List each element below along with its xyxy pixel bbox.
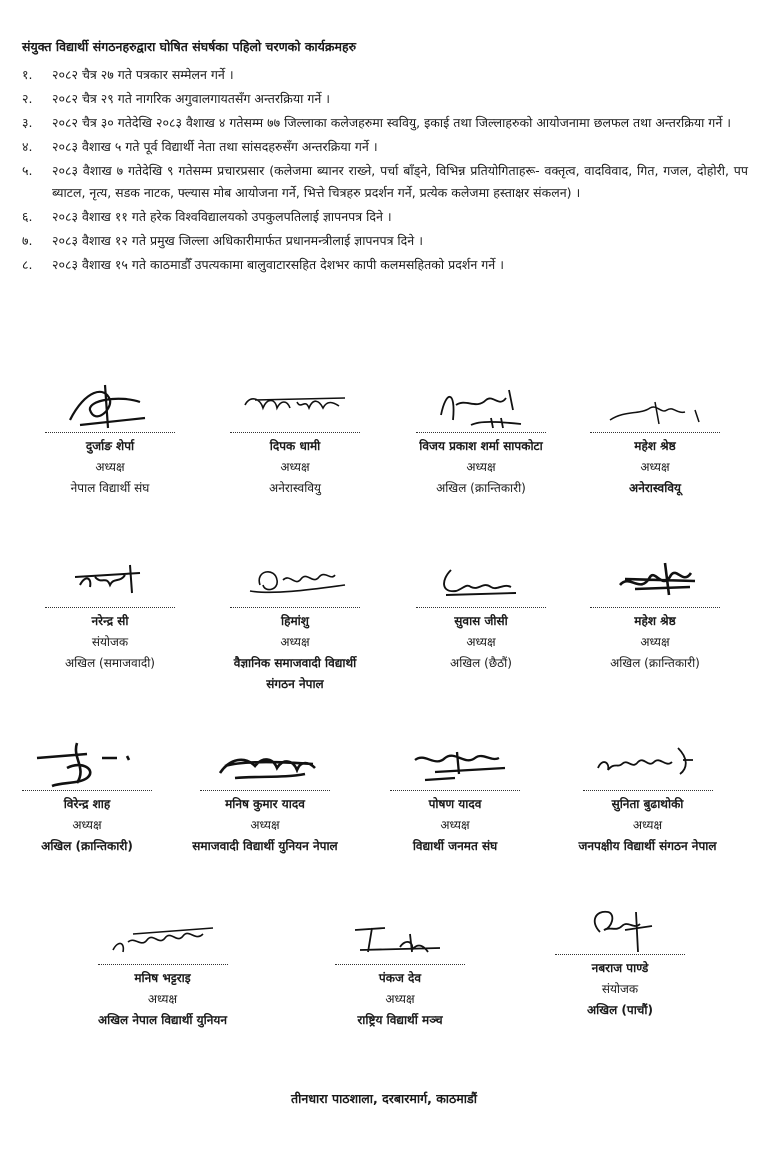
signature-block (200, 380, 390, 499)
signatory-role: अध्यक्ष (95, 460, 125, 474)
signature-line (230, 607, 360, 608)
list-item (22, 254, 748, 276)
handwritten-signature (50, 555, 170, 607)
signature-block (560, 555, 750, 674)
signatory-name: नरेन्द्र सी (91, 614, 129, 628)
signature-block (386, 380, 576, 499)
signatory-org: जनपक्षीय विद्यार्थी संगठन नेपाल (578, 839, 717, 853)
signatory-role: अध्यक्ष (280, 635, 310, 649)
list-item (22, 88, 748, 110)
signatory-role: अध्यक्ष (466, 460, 496, 474)
signatory-role: अध्यक्ष (385, 992, 415, 1006)
handwritten-signature (235, 380, 355, 432)
signature-block (200, 555, 390, 695)
item-text: २०८३ वैशाख १२ गते प्रमुख जिल्ला अधिकारीमार्फत प्रधानमन्त्रीलाई ज्ञापनपत्र दिने । (52, 233, 423, 248)
handwritten-signature (395, 738, 515, 790)
signature-line (230, 432, 360, 433)
item-text: २०८३ वैशाख ५ गते पूर्व विद्यार्थी नेता तथा सांसदहरुसँग अन्तरक्रिया गर्ने । (52, 139, 378, 154)
signature-block (170, 738, 360, 857)
handwritten-signature (235, 555, 355, 607)
signature-line (416, 432, 546, 433)
item-number: ६. (22, 209, 33, 224)
signature-block (525, 902, 715, 1021)
signatory-org: अनेरास्ववियु (269, 481, 321, 495)
handwritten-signature (595, 555, 715, 607)
signature-block (0, 738, 182, 857)
handwritten-signature (340, 912, 460, 964)
signatory-role: अध्यक्ष (250, 818, 280, 832)
signatory-name: दुर्जाङ शेर्पा (85, 439, 135, 453)
signatory-name: पंकज देव (378, 971, 422, 985)
signatory-role: संयोजक (601, 982, 639, 996)
item-number: ४. (22, 139, 33, 154)
item-text: २०८२ चैत्र २७ गते पत्रकार सम्मेलन गर्ने । (52, 67, 234, 82)
signatory-role: अध्यक्ष (640, 635, 670, 649)
item-number: ८. (22, 257, 33, 272)
item-number: ३. (22, 115, 33, 130)
signatory-name: दिपक धामी (269, 439, 321, 453)
signatory-name: हिमांशु (281, 614, 309, 628)
signatory-org: अखिल (पाचौं) (586, 1003, 654, 1017)
handwritten-signature (588, 738, 708, 790)
signatory-name: विरेन्द्र शाह (63, 797, 111, 811)
signatory-name: सुवास जीसी (454, 614, 508, 628)
handwritten-signature (595, 380, 715, 432)
signature-block (55, 912, 270, 1031)
signatory-role: अध्यक्ष (466, 635, 496, 649)
signatory-org: अखिल (क्रान्तिकारी) (610, 656, 700, 670)
signature-line (45, 607, 175, 608)
signature-block (360, 738, 550, 857)
signatory-org: अखिल नेपाल विद्यार्थी युनियन (97, 1013, 228, 1027)
list-item (22, 136, 748, 158)
item-text: २०८३ वैशाख ७ गतेदेखि ९ गतेसम्म प्रचारप्रसार (कलेजमा ब्यानर राख्ने, पर्चा बाँड्ने, विभिन्न प्रतियोगिताहरू- वक्तृत्व, वादविवाद, गित, गजल, दोहोरी, पप ब्याटल, नृत्य, सडक नाटक, फ्ल्यास मोब आयोजना गर्ने, भित्ते चित्रहरु प्रदर्शन गर्ने, प्रत्येक कलेजमा हस्ताक्षर संकलन) । (52, 163, 748, 200)
signature-line (590, 607, 720, 608)
signature-line (22, 790, 152, 791)
signatory-role: अध्यक्ष (72, 818, 102, 832)
signature-line (416, 607, 546, 608)
list-item (22, 160, 748, 204)
item-text: २०८२ चैत्र ३० गतेदेखि २०८३ वैशाख ४ गतेसम्म ७७ जिल्लाका कलेजहरुमा स्ववियु, इकाई तथा जिल्लाहरुको आयोजनामा छलफल तथा अन्तरक्रिया गर्ने । (52, 115, 731, 130)
signature-line (583, 790, 713, 791)
signatory-name: महेश श्रेष्ठ (634, 614, 676, 628)
item-text: २०८३ वैशाख ११ गते हरेक विश्वविद्यालयको उपकुलपतिलाई ज्ञापनपत्र दिने । (52, 209, 392, 224)
signature-line (98, 964, 228, 965)
signatory-role: अध्यक्ष (440, 818, 470, 832)
item-number: ५. (22, 163, 33, 178)
signature-block (305, 912, 495, 1031)
handwritten-signature (50, 380, 170, 432)
signature-line (590, 432, 720, 433)
handwritten-signature (421, 555, 541, 607)
item-number: २. (22, 91, 33, 106)
signatory-org: वैज्ञानिक समाजवादी विद्यार्थी (233, 656, 357, 670)
signatory-org: नेपाल विद्यार्थी संघ (70, 481, 150, 495)
signature-block (15, 555, 205, 674)
signatory-org: अखिल (क्रान्तिकारी) (41, 839, 133, 853)
signature-line (200, 790, 330, 791)
signature-line (45, 432, 175, 433)
signature-block (545, 738, 750, 857)
list-item (22, 64, 748, 86)
signatory-name: सुनिता बुढाथोकी (611, 797, 684, 811)
handwritten-signature (27, 738, 147, 790)
list-item (22, 206, 748, 228)
signatory-name: विजय प्रकाश शर्मा सापकोटा (419, 439, 543, 453)
signatory-name: मनिष भट्टराइ (134, 971, 191, 985)
signatory-org: विद्यार्थी जनमत संघ (412, 839, 498, 853)
signatory-role: अध्यक्ष (147, 992, 178, 1006)
item-number: १. (22, 67, 33, 82)
signatory-org: राष्ट्रिय विद्यार्थी मञ्च (357, 1013, 443, 1027)
document-heading: संयुक्त विद्यार्थी संगठनहरुद्वारा घोषित संघर्षका पहिलो चरणको कार्यक्रमहरु (22, 39, 357, 54)
program-list (22, 64, 748, 278)
signature-line (390, 790, 520, 791)
item-text: २०८३ वैशाख १५ गते काठमाडौँ उपत्यकामा बालुवाटारसहित देशभर कापी कलमसहितको प्रदर्शन गर्ने । (52, 257, 504, 272)
signatory-org-continued: संगठन नेपाल (266, 677, 324, 691)
list-item (22, 112, 748, 134)
signature-block (15, 380, 205, 499)
signatory-org: अखिल (क्रान्तिकारी) (436, 481, 526, 495)
handwritten-signature (421, 380, 541, 432)
signatory-name: मनिष कुमार यादव (225, 797, 305, 811)
handwritten-signature (560, 902, 680, 954)
signatory-name: महेश श्रेष्ठ (634, 439, 676, 453)
signatory-role: संयोजक (91, 635, 129, 649)
signatory-name: नबराज पाण्डे (591, 961, 649, 975)
handwritten-signature (103, 912, 223, 964)
signatory-org: अनेरास्ववियू (629, 481, 681, 495)
signatory-name: पोषण यादव (428, 797, 482, 811)
signature-block (560, 380, 750, 499)
signatory-org: अखिल (समाजवादी) (65, 656, 155, 670)
item-number: ७. (22, 233, 33, 248)
handwritten-signature (205, 738, 325, 790)
signatory-role: अध्यक्ष (640, 460, 670, 474)
signatory-org: समाजवादी विद्यार्थी युनियन नेपाल (192, 839, 338, 853)
list-item (22, 230, 748, 252)
signature-block (386, 555, 576, 674)
item-text: २०८२ चैत्र २९ गते नागरिक अगुवालगायतसँग अन्तरक्रिया गर्ने । (52, 91, 331, 106)
signatory-role: अध्यक्ष (632, 818, 663, 832)
signature-line (335, 964, 465, 965)
signatory-org: अखिल (छैठौं) (450, 656, 512, 670)
signature-line (555, 954, 685, 955)
signatory-role: अध्यक्ष (280, 460, 310, 474)
document-footer: तीनधारा पाठशाला, दरबारमार्ग, काठमाडौं (291, 1091, 477, 1106)
